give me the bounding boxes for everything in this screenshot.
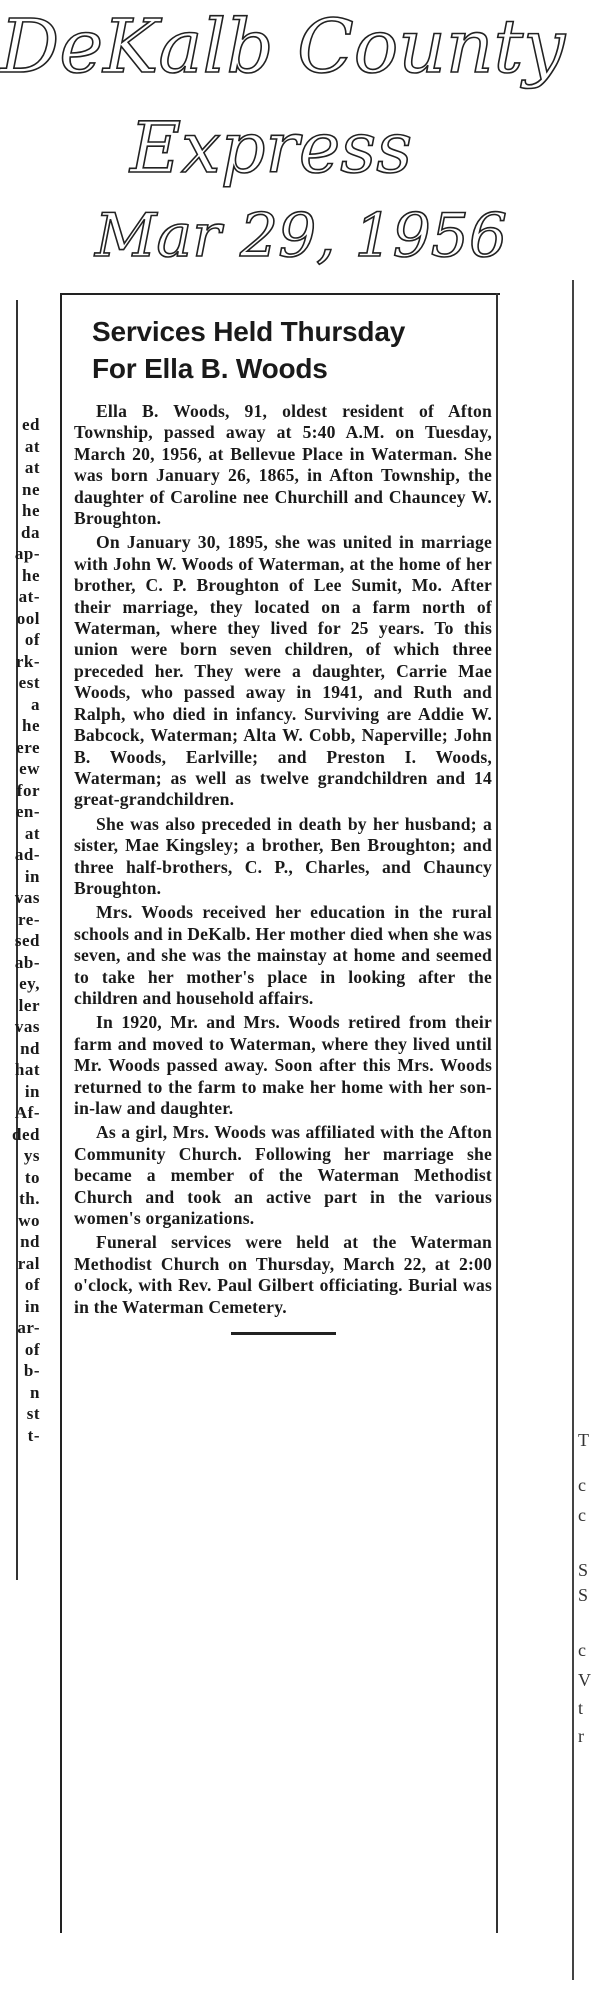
- clipping-left-border: [60, 293, 62, 1933]
- right-column-fragment: T: [578, 1430, 589, 1450]
- left-column-fragment: ere: [16, 737, 40, 757]
- left-column-fragment: ed: [22, 415, 40, 434]
- left-column-fragment: rk-: [15, 651, 40, 671]
- left-column-fragment: wo: [18, 1210, 40, 1230]
- article-paragraph: Funeral services were held at the Waterman Methodist Church on Thursday, March 22, at 2:00 o'clock, with Rev. Paul Gilbert officiating. Burial was in the Waterman Cemetery.: [74, 1232, 492, 1317]
- left-column-fragment: in: [24, 866, 40, 886]
- left-column-fragment: vas: [14, 888, 40, 907]
- left-column-fragment: at: [24, 458, 40, 477]
- left-column-fragment: ap-: [14, 544, 40, 563]
- left-column-fragment: Af-: [14, 1103, 40, 1122]
- left-column-fragment: t-: [27, 1425, 40, 1445]
- handwritten-line-3: Mar 29, 1956: [95, 201, 508, 271]
- article-headline: [74, 313, 492, 387]
- left-column-fragment: ys: [23, 1146, 40, 1165]
- left-column-fragment: at: [24, 823, 40, 843]
- left-column-fragment: of: [24, 630, 40, 649]
- left-column-fragment: ler: [18, 995, 40, 1015]
- left-column-fragment: ad-: [14, 845, 40, 864]
- handwritten-line-2: Express: [130, 107, 413, 189]
- left-column-fragment: st: [26, 1404, 40, 1423]
- left-column-fragment: est: [18, 673, 40, 692]
- article-end-rule: [231, 1332, 336, 1335]
- left-column-fragment: he: [22, 565, 40, 585]
- right-column-fragment: V: [578, 1670, 591, 1690]
- right-column-fragment: S: [578, 1585, 589, 1605]
- right-column-fragment: S: [578, 1560, 589, 1580]
- left-column-fragment: ded: [12, 1124, 40, 1144]
- left-column-fragment: at-: [18, 587, 40, 606]
- left-column-fragment: at: [24, 436, 40, 456]
- left-column-fragment: ne: [22, 479, 40, 499]
- article-paragraph: As a girl, Mrs. Woods was affiliated with the Afton Community Church. Following her marriage she became a member of the Waterman Methodist Church and took an active part in the various women's organizations.: [74, 1122, 492, 1229]
- left-column-fragment: nd: [20, 1038, 40, 1058]
- right-column-fragment: c: [578, 1505, 586, 1525]
- headline-line-1: Services Held Thursday: [92, 316, 406, 347]
- left-column-fragment: re-: [18, 909, 40, 929]
- right-adjacent-column: [558, 280, 591, 1980]
- left-column-fragment: ool: [16, 608, 40, 628]
- handwritten-line-1: DeKalb County: [0, 4, 566, 90]
- left-column-fragment: n: [30, 1382, 40, 1402]
- handwriting-svg: [0, 0, 588, 280]
- left-column-fragment: in: [24, 1081, 40, 1101]
- clipping-top-border: [60, 293, 500, 295]
- left-column-fragment: a: [31, 694, 40, 714]
- left-column-fragment: for: [16, 780, 40, 800]
- column-rule-right: [572, 280, 574, 1980]
- right-column-fragment: c: [578, 1475, 586, 1495]
- left-column-fragment: he: [22, 501, 40, 520]
- article-paragraph: Mrs. Woods received her education in the rural schools and in DeKalb. Her mother died when she was seven, and she was the mainstay at home and seemed to take her mother's place in looking after the children and household affairs.: [74, 902, 492, 1008]
- left-adjacent-column: [0, 300, 40, 1600]
- left-column-fragment: of: [24, 1275, 40, 1294]
- article-paragraph: In 1920, Mr. and Mrs. Woods retired from their farm and moved to Waterman, where they lived until Mr. Woods passed away. Soon after this Mrs. Woods returned to the farm to make her home with her son-in-law and daughter.: [74, 1012, 492, 1118]
- left-column-fragment: of: [24, 1339, 40, 1359]
- clipping-right-border: [496, 293, 498, 1933]
- right-column-fragment: c: [578, 1640, 586, 1660]
- left-column-fragment: to: [24, 1167, 40, 1187]
- left-column-fragment: ew: [19, 759, 40, 778]
- left-column-fragment: he: [22, 716, 40, 735]
- headline-line-2: For Ella B. Woods: [92, 353, 328, 384]
- obituary-article: [74, 313, 492, 1335]
- article-paragraph: On January 30, 1895, she was united in marriage with John W. Woods of Waterman, at the home of her brother, C. P. Broughton of Lee Sumit, Mo. After their marriage, they located on a farm north of Waterman, where they lived for 25 years. To this union were born seven children, of which three preceded her. They were a daughter, Carrie Mae Woods, who passed away in 1941, and Ruth and Ralph, who died in infancy. Surviving are Addie W. Babcock, Waterman; Alta W. Cobb, Naperville; John B. Woods, Earlville; and Preston I. Woods, Waterman; as well as twelve grandchildren and 14 great-grandchildren.: [74, 532, 492, 810]
- left-column-fragment: hat: [14, 1060, 40, 1079]
- left-column-fragment: da: [21, 522, 40, 542]
- left-column-fragment: ar-: [17, 1318, 40, 1337]
- left-column-fragment: ey,: [19, 974, 40, 993]
- left-column-fragment: en-: [15, 802, 40, 821]
- article-paragraph: She was also preceded in death by her husband; a sister, Mae Kingsley; a brother, Ben Broughton; and three half-brothers, C. P., Charles, and Chauncy Broughton.: [74, 813, 492, 898]
- left-column-fragment: th.: [19, 1189, 40, 1208]
- left-column-fragment: ral: [17, 1253, 40, 1273]
- right-column-fragment: r: [578, 1726, 584, 1746]
- article-body: [74, 401, 492, 1318]
- article-paragraph: Ella B. Woods, 91, oldest resident of Afton Township, passed away at 5:40 A.M. on Tuesday, March 20, 1956, at Bellevue Place in Waterman. She was born January 26, 1865, in Afton Township, the daughter of Caroline nee Churchill and Chauncey W. Broughton.: [74, 401, 492, 529]
- left-column-fragment: b-: [23, 1361, 40, 1380]
- left-column-fragment: ab-: [14, 952, 40, 972]
- left-column-fragment: vas: [14, 1017, 40, 1036]
- left-column-fragment: nd: [20, 1232, 40, 1251]
- handwritten-annotation: [0, 0, 588, 280]
- obituary-clipping: [60, 293, 494, 1933]
- left-column-fragment: sed: [14, 931, 40, 950]
- right-column-fragment: t: [578, 1698, 584, 1718]
- left-column-fragment: in: [24, 1296, 40, 1316]
